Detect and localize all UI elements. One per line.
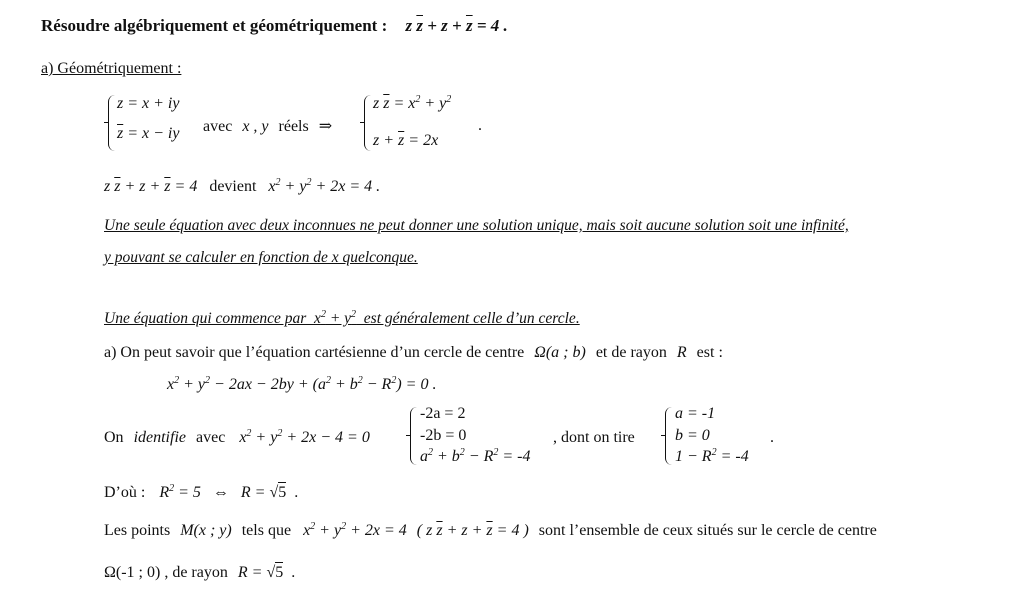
- note2: Une équation qui commence par $x^2 + y^2$ est généralement celle d’un cercle.: [104, 309, 580, 327]
- devient-right: $x^2 + y^2 + 2x = 4$ .: [268, 177, 381, 195]
- conclusion-text: sont l’ensemble de ceux situés sur le cercle de centre: [538, 522, 877, 539]
- identifie-avec: avec: [196, 429, 226, 446]
- implies-symbol: ⇒: [318, 118, 333, 135]
- title-equation: z $\overline{z} + z + \overline{z} = 4$ .: [405, 16, 508, 35]
- avec-word: avec: [203, 118, 233, 135]
- note1-line2: y pouvant se calculer en fonction de x quelconque.: [104, 249, 418, 266]
- brace-sys3: [665, 407, 672, 465]
- conclusion-eq: $x^2 + y^2 + 2x = 4$: [303, 521, 407, 539]
- conclusion-R: R =: [237, 564, 263, 581]
- sys2-line1: -2a = 2: [420, 405, 466, 422]
- dou-line: [104, 484, 298, 502]
- conclusion-dot: .: [291, 564, 296, 581]
- dou-eq2: R =: [240, 484, 266, 501]
- dou-dot: .: [294, 484, 299, 501]
- point-a-est: est :: [696, 344, 723, 361]
- conclusion-line1: [104, 522, 877, 540]
- brace-notch: [360, 122, 365, 123]
- sys1-res1: z $\overline{z} = x^2 + y^2$: [373, 94, 452, 112]
- sys1-line2: $\overline{z} = x$ − iy: [117, 125, 180, 142]
- devient-word: devient: [209, 178, 257, 195]
- identifie-word: identifie: [133, 429, 186, 446]
- brace-notch: [661, 435, 666, 436]
- identifie-line: [104, 429, 370, 447]
- dou-eq1: $R^2 = 5$: [159, 483, 201, 501]
- sys2-line3: $a^2 + b^2 - R^2 = -4$: [420, 447, 531, 465]
- conclusion-tels-que: tels que: [241, 522, 292, 539]
- point-a-text: a) On peut savoir que l’équation cartésienne d’un cercle de centre: [104, 344, 525, 361]
- brace-notch: [104, 122, 109, 123]
- point-a-et: et de rayon: [595, 344, 667, 361]
- brace-notch: [406, 435, 411, 436]
- brace-left-1: [108, 95, 115, 151]
- sqrt-symbol-2: √: [266, 564, 276, 581]
- sys3-line3: $1 - R^2 = -4$: [675, 447, 749, 465]
- devient-line: [104, 178, 380, 196]
- sqrt-radicand-2: 5: [275, 564, 284, 581]
- equiv-symbol: ⇔: [212, 484, 229, 501]
- reels-word: réels: [278, 118, 309, 135]
- sys1-line1: z = x + iy: [117, 95, 180, 112]
- sys1-avec: [203, 116, 332, 136]
- sqrt-radicand: 5: [278, 484, 287, 501]
- dou-label: D’où :: [104, 484, 146, 501]
- sys3-line1: a = -1: [675, 405, 716, 422]
- note1-line1: Une seule équation avec deux inconnues ne peut donner une solution unique, mais soit aucune solution soit une infinité,: [104, 217, 849, 234]
- sys1-dot: .: [478, 117, 482, 134]
- brace-sys2: [410, 407, 417, 465]
- title-text: Résoudre algébriquement et géométriquement :: [41, 16, 388, 35]
- conclusion-les-points: Les points: [104, 522, 171, 539]
- point-a-R: R: [676, 344, 687, 361]
- vars-xy: x , y: [242, 118, 269, 135]
- point-a-centre: Ω(a ; b): [534, 344, 586, 361]
- sys3-dot: .: [770, 429, 774, 446]
- conclusion-paren: ( z $\overline{z} + z + \overline{z} = 4$ ): [416, 522, 529, 539]
- conclusion-centre: Ω(-1 ; 0) , de rayon: [104, 564, 228, 581]
- conclusion-line2: [104, 564, 295, 582]
- identifie-eq: $x^2 + y^2 + 2x - 4 = 0$: [239, 428, 370, 446]
- sys1-res2: $z + \overline{z} = 2x$: [373, 132, 439, 149]
- point-a-line: [104, 344, 723, 362]
- devient-left: z $\overline{z} + z + \overline{z} = 4$: [104, 178, 198, 195]
- sys2-line2: -2b = 0: [420, 427, 467, 444]
- page-title: [41, 16, 508, 36]
- on-word: On: [104, 429, 124, 446]
- section-geometrically: a) Géométriquement :: [41, 60, 182, 77]
- conclusion-point: M(x ; y): [180, 522, 232, 539]
- sqrt-symbol: √: [269, 484, 279, 501]
- dont-on-tire: , dont on tire: [553, 429, 635, 446]
- sys3-line2: b = 0: [675, 427, 710, 444]
- circle-equation: $x^2 + y^2 - 2ax - 2by + (a^2 + b^2 - R^2) = 0$ .: [167, 375, 437, 393]
- brace-left-2: [364, 95, 371, 151]
